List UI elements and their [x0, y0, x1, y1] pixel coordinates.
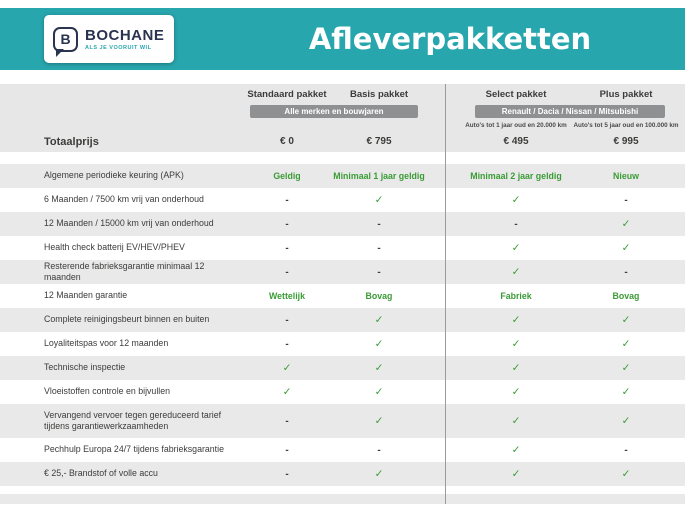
table-row [0, 236, 685, 260]
logo-tagline: ALS JE VOORUIT WIL [85, 44, 152, 51]
total-price-basis: € 795 [366, 136, 392, 147]
check-icon: ✓ [374, 338, 384, 350]
dash-mark: - [285, 444, 289, 456]
column-note-select: Auto's tot 1 jaar oud en 20.000 km [465, 121, 567, 129]
dash-mark: - [624, 266, 628, 278]
dash-mark: - [285, 218, 289, 230]
table-row [0, 404, 685, 438]
column-group-divider [445, 84, 446, 504]
dash-mark: - [285, 415, 289, 427]
check-icon: ✓ [374, 386, 384, 398]
logo-text-block [85, 28, 164, 51]
value-text: Nieuw [613, 171, 639, 181]
value-text: Bovag [365, 291, 393, 301]
table-row [0, 164, 685, 188]
row-label: Pechhulp Europa 24/7 tijdens fabrieksgarantie [44, 444, 224, 455]
total-price-plus: € 995 [613, 136, 639, 147]
check-icon: ✓ [621, 386, 631, 398]
table-row [0, 356, 685, 380]
check-icon: ✓ [511, 314, 521, 326]
value-text: Wettelijk [268, 291, 305, 301]
check-icon: ✓ [621, 362, 631, 374]
dash-mark: - [285, 338, 289, 350]
table-row [0, 212, 685, 236]
table-body [0, 164, 685, 486]
dash-mark: - [377, 218, 381, 230]
check-icon: ✓ [621, 314, 631, 326]
check-icon: ✓ [511, 266, 521, 278]
table-header [0, 84, 685, 152]
row-label: Resterende fabrieksgarantie minimaal 12 maanden [44, 260, 205, 282]
table-row [0, 188, 685, 212]
check-icon: ✓ [511, 194, 521, 206]
value-text: Minimaal 2 jaar geldig [470, 171, 562, 181]
check-icon: ✓ [511, 415, 521, 427]
check-icon: ✓ [374, 194, 384, 206]
table-row [0, 332, 685, 356]
row-label: Loyaliteitspas voor 12 maanden [44, 338, 169, 349]
check-icon: ✓ [374, 362, 384, 374]
dash-mark: - [285, 266, 289, 278]
check-icon: ✓ [621, 242, 631, 254]
value-text: Minimaal 1 jaar geldig [333, 171, 425, 181]
check-icon: ✓ [621, 415, 631, 427]
column-header-basis-pakket: Basis pakket [349, 88, 409, 100]
value-text: Bovag [612, 291, 640, 301]
table-row [0, 308, 685, 332]
row-label: Complete reinigingsbeurt binnen en buiten [44, 314, 210, 325]
total-price-standaard: € 0 [280, 136, 294, 147]
column-note-plus: Auto's tot 5 jaar oud en 100.000 km [573, 121, 679, 129]
dash-mark: - [377, 444, 381, 456]
check-icon: ✓ [374, 415, 384, 427]
check-icon: ✓ [511, 362, 521, 374]
dash-mark: - [285, 194, 289, 206]
row-label: 12 Maanden / 15000 km vrij van onderhoud [44, 218, 214, 229]
check-icon: ✓ [511, 386, 521, 398]
dash-mark: - [624, 194, 628, 206]
bottom-strip [0, 494, 685, 504]
check-icon: ✓ [621, 338, 631, 350]
dash-mark: - [285, 242, 289, 254]
column-header-standaard-pakket: Standaard pakket [247, 88, 327, 100]
value-text: Fabriek [500, 291, 532, 301]
check-icon: ✓ [621, 218, 631, 230]
value-text: Geldig [273, 171, 301, 181]
dash-mark: - [285, 314, 289, 326]
check-icon: ✓ [621, 468, 631, 480]
dash-mark: - [285, 468, 289, 480]
row-label: € 25,- Brandstof of volle accu [44, 468, 158, 479]
check-icon: ✓ [374, 468, 384, 480]
check-icon: ✓ [511, 242, 521, 254]
row-label: Health check batterij EV/HEV/PHEV [44, 242, 185, 253]
row-label: Vervangend vervoer tegen gereduceerd tarief tijdens garantiewerkzaamheden [44, 409, 222, 431]
total-price-label: Totaalprijs [44, 135, 99, 148]
group-badge-renault-group: Renault / Dacia / Nissan / Mitsubishi [475, 105, 665, 118]
header-bar [0, 8, 685, 70]
check-icon: ✓ [282, 386, 292, 398]
check-icon: ✓ [511, 468, 521, 480]
page-title: Afleverpakketten [308, 22, 592, 56]
dash-mark: - [514, 218, 518, 230]
group-badge-all-brands: Alle merken en bouwjaren [250, 105, 418, 118]
check-icon: ✓ [282, 362, 292, 374]
logo-name: BOCHANE [85, 26, 165, 44]
table-row [0, 284, 685, 308]
row-label: 12 Maanden garantie [44, 290, 128, 301]
check-icon: ✓ [374, 314, 384, 326]
column-header-plus-pakket: Plus pakket [599, 88, 653, 100]
table-row [0, 438, 685, 462]
row-label: Algemene periodieke keuring (APK) [44, 170, 184, 181]
table-row [0, 380, 685, 404]
bochane-logo[interactable] [44, 15, 174, 63]
dash-mark: - [624, 444, 628, 456]
column-header-select-pakket: Select pakket [485, 88, 547, 100]
check-icon: ✓ [511, 444, 521, 456]
row-label: Vloeistoffen controle en bijvullen [44, 386, 171, 397]
row-label: Technische inspectie [44, 362, 126, 373]
dash-mark: - [377, 266, 381, 278]
table-row [0, 260, 685, 284]
dash-mark: - [377, 242, 381, 254]
table-row [0, 462, 685, 486]
logo-letter: B [60, 31, 71, 47]
bochane-b-icon [53, 27, 78, 52]
row-label: 6 Maanden / 7500 km vrij van onderhoud [44, 194, 204, 205]
total-price-select: € 495 [503, 136, 529, 147]
check-icon: ✓ [511, 338, 521, 350]
